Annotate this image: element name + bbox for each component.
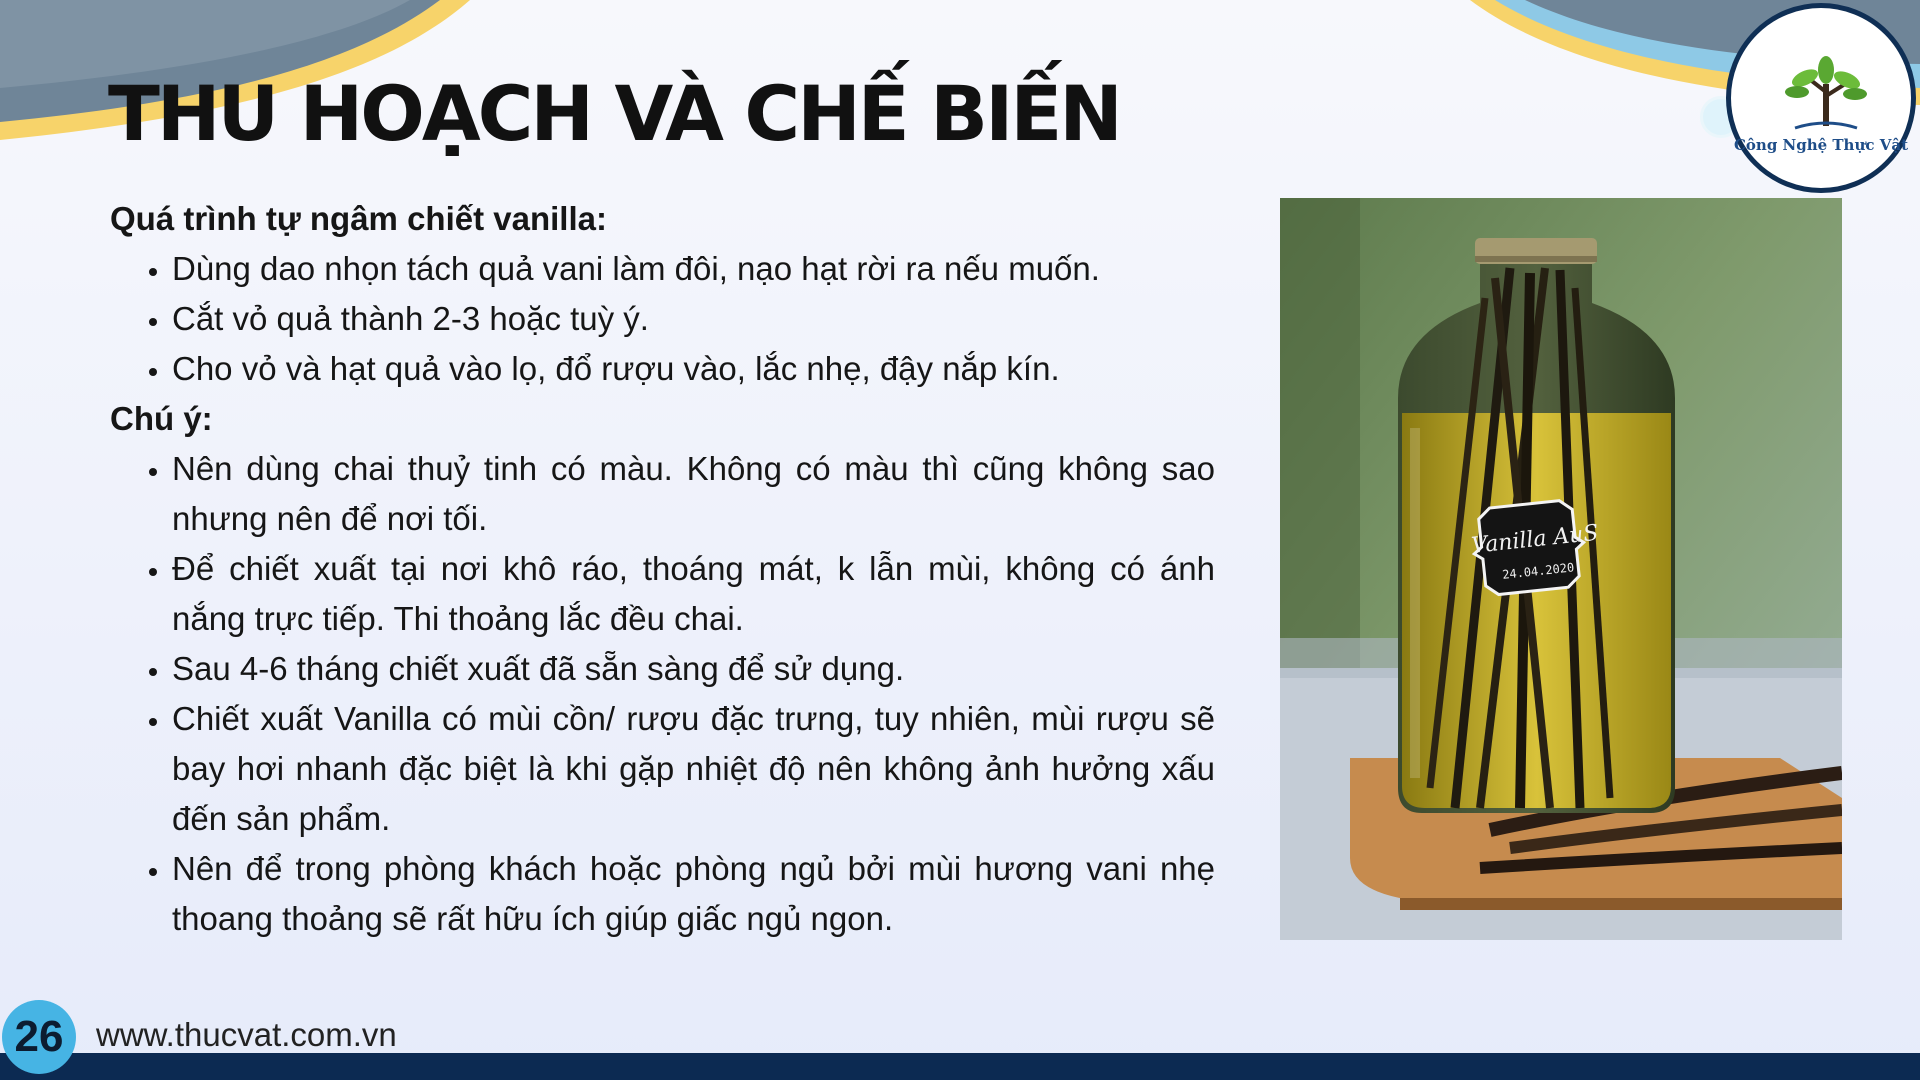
section-heading-notes: Chú ý: — [110, 400, 213, 437]
content-body — [110, 194, 1215, 944]
notes-list — [110, 444, 1215, 944]
process-list — [110, 244, 1215, 394]
list-item: • Dùng dao nhọn tách quả vani làm đôi, nạo hạt rời ra nếu muốn. — [172, 244, 1215, 294]
list-item: • Cho vỏ và hạt quả vào lọ, đổ rượu vào, lắc nhẹ, đậy nắp kín. — [172, 344, 1215, 394]
bottle-label-name: Vanilla AuS — [1470, 520, 1600, 559]
page-number-badge: 26 — [2, 1000, 76, 1074]
brand-logo — [1726, 3, 1916, 193]
footer-bar — [0, 1053, 1920, 1080]
bottle-label-date: 24.04.2020 — [1501, 560, 1575, 582]
website-link[interactable]: www.thucvat.com.vn — [96, 1016, 397, 1053]
vanilla-bottle-photo — [1280, 198, 1842, 940]
list-item: • Cắt vỏ quả thành 2-3 hoặc tuỳ ý. — [172, 294, 1215, 344]
list-item: • Sau 4-6 tháng chiết xuất đã sẵn sàng để sử dụng. — [172, 644, 1215, 694]
tree-icon — [1783, 56, 1869, 136]
section-heading-process: Quá trình tự ngâm chiết vanilla: — [110, 200, 607, 237]
logo-text: Công Nghệ Thực Vật — [1733, 136, 1909, 154]
list-item: • Nên để trong phòng khách hoặc phòng ngủ bởi mùi hương vani nhẹ thoang thoảng sẽ rất hữu ích giúp giấc ngủ ngon. — [172, 844, 1215, 944]
page-title: THU HOẠCH VÀ CHẾ BIẾN — [108, 69, 1120, 158]
list-item: • Nên dùng chai thuỷ tinh có màu. Không có màu thì cũng không sao nhưng nên để nơi tối. — [172, 444, 1215, 544]
list-item: • Chiết xuất Vanilla có mùi cồn/ rượu đặc trưng, tuy nhiên, mùi rượu sẽ bay hơi nhanh đặc biệt là khi gặp nhiệt độ nên không ảnh hưởng xấu đến sản phẩm. — [172, 694, 1215, 844]
list-item: • Để chiết xuất tại nơi khô ráo, thoáng mát, k lẫn mùi, không có ánh nắng trực tiếp. Thi thoảng lắc đều chai. — [172, 544, 1215, 644]
